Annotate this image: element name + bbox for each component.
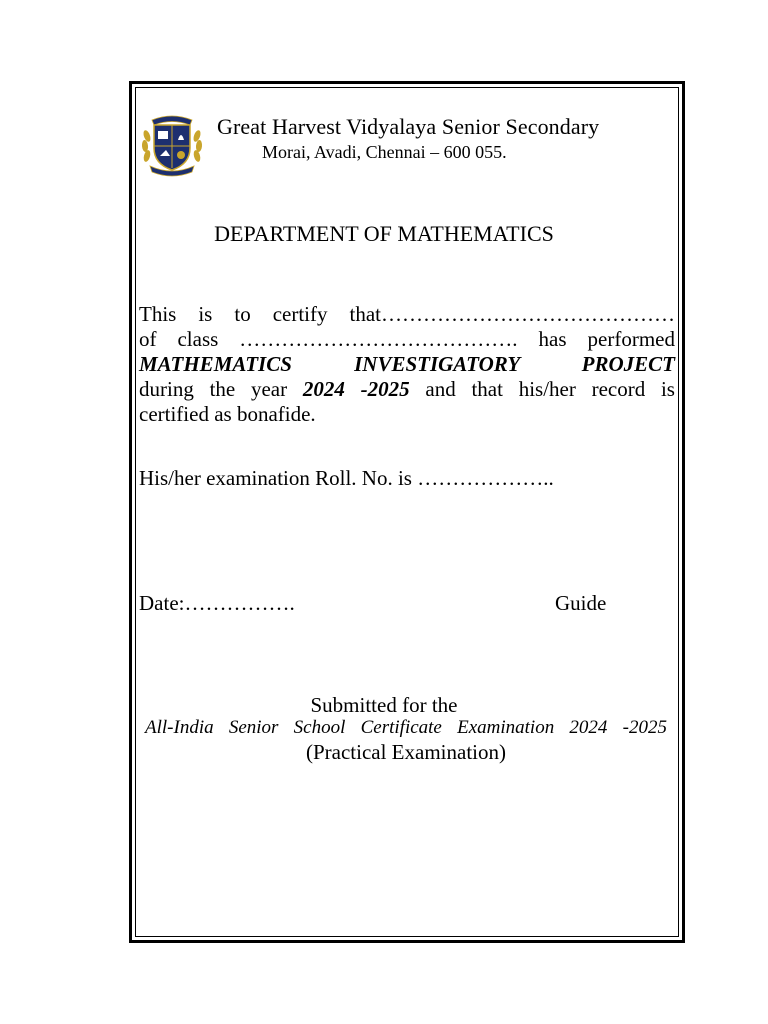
school-crest-logo	[138, 110, 206, 178]
school-name: Great Harvest Vidyalaya Senior Secondary	[217, 114, 600, 139]
year-line-suffix: and that his/her record is	[409, 377, 675, 401]
submitted-for-text: Submitted for the	[310, 693, 458, 717]
roll-number-line: His/her examination Roll. No. is ………………..	[139, 466, 554, 490]
academic-year: 2024 -2025	[302, 377, 410, 401]
certificate-border	[129, 81, 685, 943]
project-word-1: MATHEMATICS	[139, 352, 292, 376]
examination-name: All-India Senior School Certificate Examination 2024 -2025	[145, 717, 667, 738]
year-line-prefix: during the year	[139, 377, 303, 401]
class-line: of class …………………………………. has performed	[139, 327, 675, 351]
certificate-inner-border	[135, 87, 679, 937]
department-heading: DEPARTMENT OF MATHEMATICS	[214, 221, 554, 246]
bonafide-line: certified as bonafide.	[139, 402, 316, 426]
certify-line: This is to certify that……………………………………	[139, 302, 675, 326]
certificate-body	[139, 302, 675, 427]
project-word-3: PROJECT	[581, 352, 675, 376]
school-address: Morai, Avadi, Chennai – 600 055.	[262, 142, 507, 162]
project-title-line	[139, 352, 675, 377]
guide-signature-label: Guide	[555, 591, 607, 615]
year-line	[139, 377, 675, 402]
project-word-2: INVESTIGATORY	[354, 352, 520, 376]
practical-examination-text: (Practical Examination)	[305, 740, 506, 764]
date-field: Date:…………….	[139, 591, 295, 615]
